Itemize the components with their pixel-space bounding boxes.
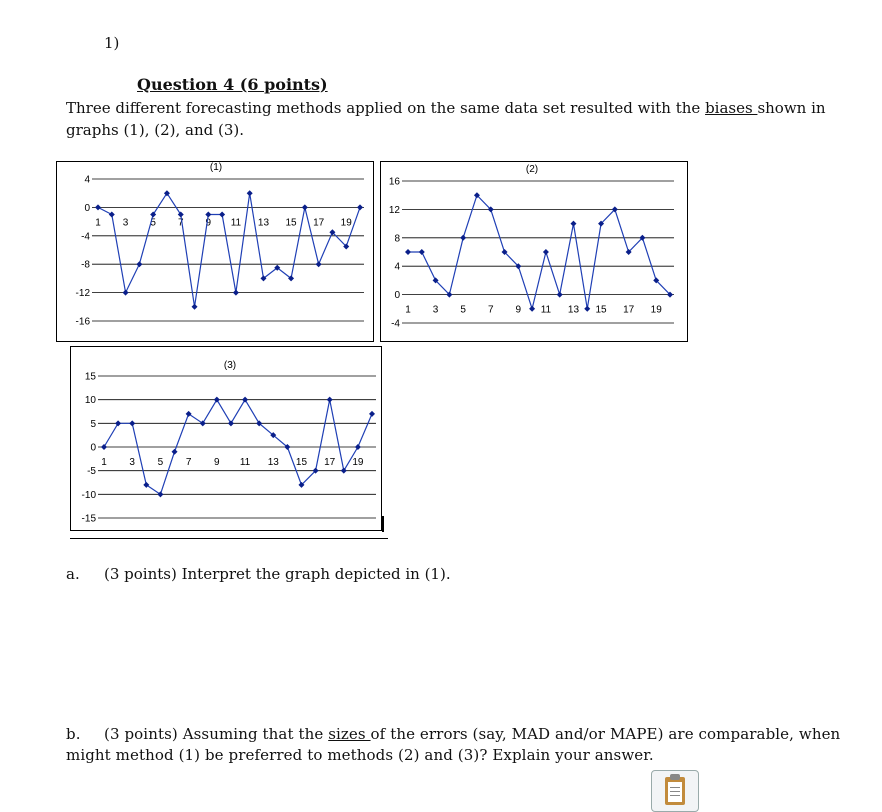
- chart-3-edge-marker: [382, 516, 384, 532]
- x-tick-label: 17: [313, 217, 325, 229]
- y-tick-label: -15: [81, 513, 96, 525]
- clipboard-line: [670, 791, 680, 792]
- chart-title: (1): [209, 162, 223, 173]
- question-title: Question 4 (6 points): [137, 75, 328, 94]
- x-tick-label: 19: [352, 457, 364, 468]
- x-tick-label: 3: [122, 217, 129, 229]
- chart-3-frame: [71, 347, 382, 531]
- intro-text-after: shown in graphs (1), (2), and (3).: [66, 99, 826, 139]
- x-tick-label: 11: [540, 304, 552, 316]
- clipboard-line: [670, 787, 680, 788]
- part-b-label: b.: [66, 725, 81, 743]
- chart-title: (2): [525, 164, 539, 175]
- clipboard-line: [670, 795, 680, 796]
- clipboard-clamp: [670, 774, 680, 780]
- x-tick-label: 17: [324, 457, 336, 468]
- x-tick-label: 5: [460, 304, 466, 316]
- x-tick-label: 13: [567, 304, 580, 316]
- y-tick-label: 15: [84, 371, 96, 383]
- x-tick-label: 15: [285, 217, 297, 229]
- x-tick-label: 5: [157, 457, 164, 468]
- part-a: [66, 565, 451, 583]
- part-b: [66, 724, 846, 766]
- y-tick-label: 0: [84, 202, 90, 214]
- intro-paragraph: [66, 97, 846, 141]
- part-b-text-after: of the errors (say, MAD and/or MAPE) are comparable, when might method (1) be preferred to methods (2) and (3)? Explain your answer.: [66, 725, 841, 764]
- x-tick-label: 9: [214, 457, 220, 468]
- part-b-text-before: (3 points) Assuming that the: [104, 725, 329, 743]
- part-a-label: a.: [66, 565, 80, 583]
- x-tick-label: 9: [205, 217, 212, 229]
- y-tick-label: -4: [391, 318, 400, 330]
- chart-2-frame: [381, 162, 688, 342]
- y-tick-label: 10: [84, 395, 96, 407]
- y-tick-label: 0: [394, 290, 400, 302]
- x-tick-label: 7: [487, 304, 494, 316]
- chart-2: [380, 161, 688, 342]
- x-tick-label: 13: [257, 217, 270, 229]
- y-tick-label: 12: [388, 204, 400, 216]
- x-tick-label: 3: [129, 457, 135, 468]
- x-tick-label: 15: [595, 304, 607, 316]
- x-tick-label: 17: [623, 304, 635, 316]
- x-tick-label: 11: [239, 457, 251, 468]
- chart-1-frame: [57, 162, 374, 342]
- y-tick-label: -10: [81, 489, 96, 501]
- y-tick-label: -8: [81, 259, 90, 271]
- y-tick-label: 4: [394, 261, 400, 273]
- part-a-text: (3 points) Interpret the graph depicted in (1).: [104, 565, 451, 583]
- x-tick-label: 1: [405, 304, 411, 316]
- part-b-underlined-word: sizes: [328, 725, 371, 743]
- question-number: 1): [104, 34, 120, 52]
- x-tick-label: 13: [267, 457, 279, 468]
- x-tick-label: 19: [340, 217, 352, 229]
- chart-1: [56, 161, 374, 342]
- x-tick-label: 7: [177, 217, 184, 229]
- clipboard-paper: [668, 782, 682, 802]
- separator-line: [70, 538, 388, 539]
- y-tick-label: -5: [87, 466, 96, 478]
- x-tick-label: 1: [95, 217, 101, 229]
- x-tick-label: 1: [101, 457, 107, 468]
- y-tick-label: 8: [394, 233, 400, 245]
- x-tick-label: 15: [295, 457, 308, 468]
- x-tick-label: 19: [650, 304, 662, 316]
- x-tick-label: 9: [515, 304, 522, 316]
- x-tick-label: 11: [230, 217, 242, 229]
- intro-text-before: Three different forecasting methods applied on the same data set resulted with the: [66, 99, 706, 117]
- y-tick-label: 16: [388, 176, 400, 188]
- y-tick-label: 4: [84, 174, 90, 186]
- y-tick-label: 5: [90, 418, 96, 430]
- x-tick-label: 7: [185, 457, 192, 468]
- y-tick-label: 0: [90, 442, 96, 454]
- x-tick-label: 5: [150, 217, 156, 229]
- y-tick-label: -4: [81, 231, 90, 243]
- clipboard-icon[interactable]: [651, 770, 699, 812]
- x-tick-label: 3: [432, 304, 439, 316]
- chart-3: [70, 346, 382, 531]
- y-tick-label: -12: [75, 288, 90, 300]
- y-tick-label: -16: [75, 316, 90, 328]
- intro-underlined-word: biases: [705, 99, 758, 117]
- chart-title: (3): [223, 360, 237, 371]
